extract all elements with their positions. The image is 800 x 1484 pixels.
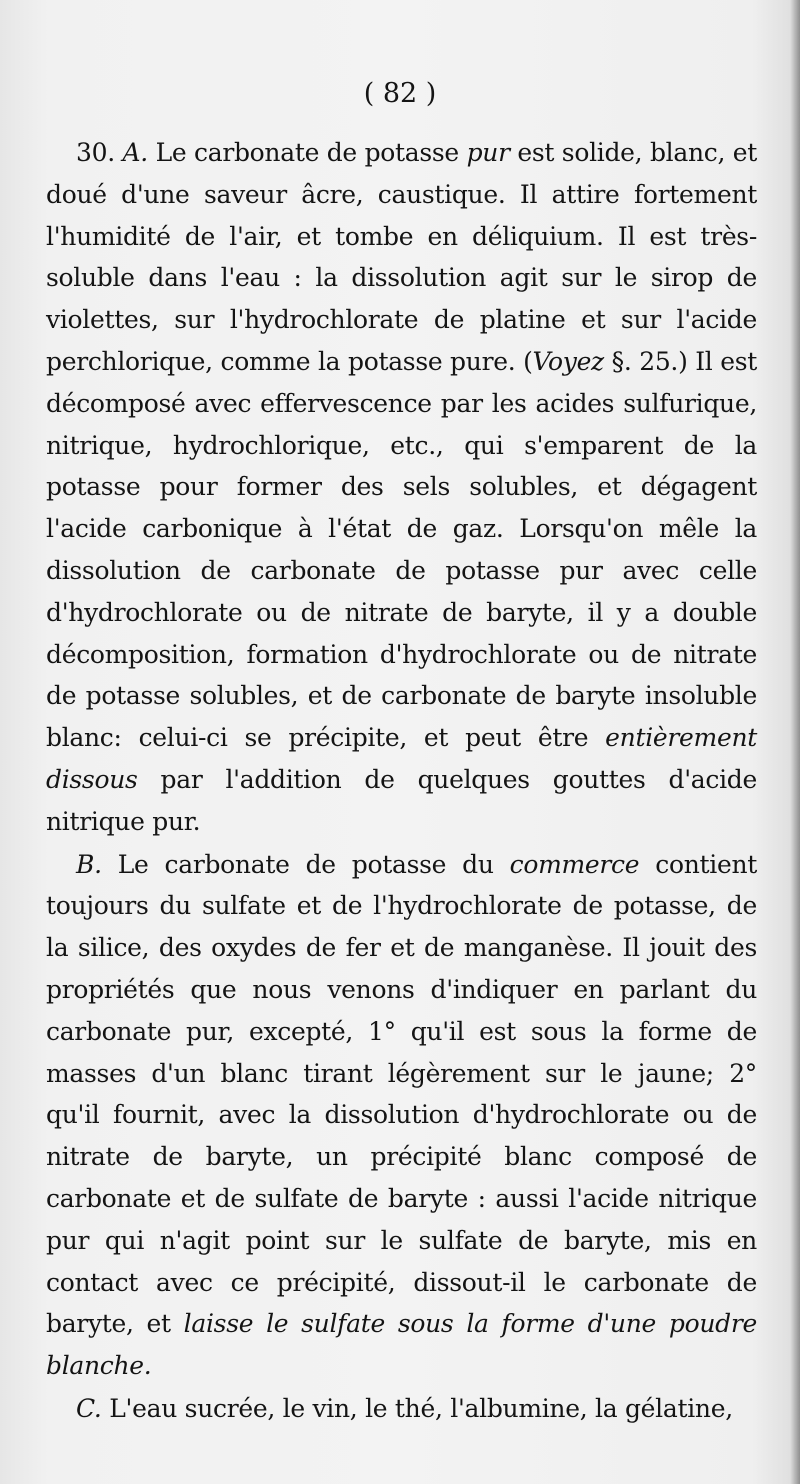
paragraph-a-text-3: §. 25.) Il est décomposé avec effervescence par les acides sulfurique, nitrique, hydrochlorique, etc., qui s'emparent de la potasse pour former des sels solubles, et dégagent l'acide carbonique à l'état de gaz. Lorsqu'on mêle la dissolution de carbonate de potasse pur avec celle d'hydrochlorate ou de nitrate de baryte, il y a double décomposition, formation d'hydrochlorate ou de nitrate de potasse solubles, et de carbonate de baryte insoluble blanc: celui-ci se précipite, et peut être bbox=[46, 346, 757, 753]
paragraph-c-letter: C. bbox=[76, 1393, 102, 1423]
paragraph-c-text-1: L'eau sucrée, le vin, le thé, l'albumine, la gélatine, bbox=[101, 1393, 733, 1423]
paragraph-a-emphasis-1: pur bbox=[466, 138, 510, 167]
paragraph-a-letter: A. bbox=[122, 138, 148, 167]
paragraph-b-emphasis-1: commerce bbox=[509, 849, 640, 879]
paragraph-b-emphasis-2: laisse le sulfate sous la forme d'une poudre blanche. bbox=[46, 1309, 757, 1381]
paragraph-c bbox=[46, 1388, 757, 1430]
paragraph-b-letter: B. bbox=[76, 849, 102, 879]
paragraph-a-text-4: par l'addition de quelques gouttes d'acide nitrique pur. bbox=[46, 764, 757, 836]
paragraph-b-text-1: Le carbonate de potasse du bbox=[101, 849, 510, 879]
paragraph-a-text-1: Le carbonate de potasse bbox=[147, 138, 467, 167]
paragraph-a bbox=[46, 132, 757, 843]
paragraph-b bbox=[46, 844, 757, 1387]
paragraph-a-text-2: est solide, blanc, et doué d'une saveur âcre, caustique. Il attire fortement l'humidité de l'air, et tombe en déliquium. Il est très-soluble dans l'eau : la dissolution agit sur le sirop de violettes, sur l'hydrochlorate de platine et sur l'acide perchlorique, comme la potasse pure. ( bbox=[46, 138, 758, 376]
paragraph-a-emphasis-2: Voyez bbox=[532, 346, 604, 376]
paragraph-b-text-2: contient toujours du sulfate et de l'hydrochlorate de potasse, de la silice, des oxydes de fer et de manganèse. Il jouit des propriétés que nous venons d'indiquer en parlant du carbonate pur, excepté, 1° qu'il est sous la forme de masses d'un blanc tirant légèrement sur le jaune; 2° qu'il fournit, avec la dissolution d'hydrochlorate ou de nitrate de baryte, un précipité blanc composé de carbonate et de sulfate de baryte : aussi l'acide nitrique pur qui n'agit point sur le sulfate de baryte, mis en contact avec ce précipité, dissout-il le carbonate de baryte, et bbox=[46, 849, 757, 1339]
page-number: ( 82 ) bbox=[363, 78, 437, 109]
paragraph-a-number: 30. bbox=[76, 138, 115, 167]
page-edge-shadow bbox=[790, 0, 800, 1484]
paragraph-a-emphasis-3: entièrement dissous bbox=[46, 723, 757, 794]
page-body bbox=[46, 132, 757, 1430]
